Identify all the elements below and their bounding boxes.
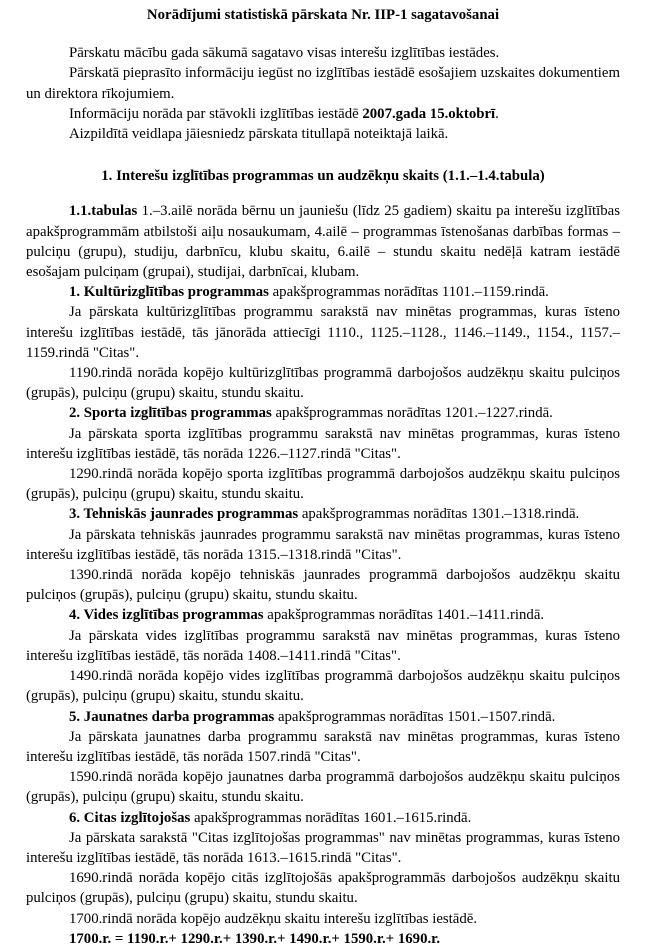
program-total: 1590.rindā norāda kopējo jaunatnes darba programmā darbojošos audzēkņu skaitu pulciņos (grupās), pulciņu (grupu) skaitu, stundu skaitu.	[26, 769, 620, 806]
program-rows: apakšprogrammas norādītas 1101.–1159.rindā.	[268, 284, 549, 301]
document-title: Norādījumi statistiskā pārskata Nr. IIP-1 sagatavošanai	[146, 7, 500, 23]
program-block	[26, 808, 620, 909]
program-block	[26, 282, 620, 403]
intro-section	[26, 43, 620, 144]
program-other: Ja pārskata sporta izglītības programmu sarakstā nav minētas programmas, kuras īsteno interešu izglītības iestādē, tās norāda 1226.–1127.rindā "Citas".	[26, 425, 620, 462]
section-title: 1. Interešu izglītības programmas un audzēkņu skaits (1.1.–1.4.tabula)	[101, 168, 545, 185]
program-heading	[26, 504, 620, 524]
program-other: Ja pārskata tehniskās jaunrades programmu sarakstā nav minētas programmas, kuras īsteno interešu izglītības iestādē, tās norāda 1315.–1318.rindā "Citas".	[26, 526, 620, 563]
program-name: 4. Vides izglītības programmas	[69, 607, 264, 624]
program-total: 1390.rindā norāda kopējo tehniskās jaunrades programmā darbojošos audzēkņu skaitu pulciņos (grupās), pulciņu (grupu) skaitu, stundu skaitu.	[26, 567, 620, 604]
program-block	[26, 707, 620, 808]
program-name: 2. Sporta izglītības programmas	[69, 405, 272, 422]
program-other: Ja pārskata jaunatnes darba programmu sarakstā nav minētas programmas, kuras īsteno interešu izglītības iestādē, tās norāda 1507.rindā "Citas".	[26, 728, 620, 765]
total-formula: 1700.r. = 1190.r.+ 1290.r.+ 1390.r.+ 1490.r.+ 1590.r.+ 1690.r.	[69, 930, 441, 947]
program-name: 3. Tehniskās jaunrades programmas	[69, 506, 299, 523]
program-total: 1490.rindā norāda kopējo vides izglītības programmā darbojošos audzēkņu skaitu pulciņos (grupās), pulciņu (grupu) skaitu, stundu skaitu.	[26, 668, 620, 705]
program-total: 1690.rindā norāda kopējo citās izglītojošās apakšprogrammās darbojošos audzēkņu skaitu pulciņos (grupās), pulciņu (grupu) skaitu, stundu skaitu.	[26, 870, 620, 907]
program-total: 1190.rindā norāda kopējo kultūrizglītības programmā darbojošos audzēkņu skaitu pulciņos (grupās), pulciņu (grupu) skaitu, stundu skaitu.	[26, 365, 620, 402]
program-rows: apakšprogrammas norādītas 1501.–1507.rindā.	[274, 708, 556, 725]
program-rows: apakšprogrammas norādītas 1401.–1411.rindā.	[263, 607, 545, 624]
intro-paragraph: Pārskatu mācību gada sākumā sagatavo visas interešu izglītības iestādes.	[69, 45, 500, 62]
program-block	[26, 403, 620, 504]
intro-date: 2007.gada 15.oktobrī	[362, 105, 496, 122]
tabulas-text: 1.–3.ailē norāda bērnu un jauniešu (līdz 25 gadiem) skaitu pa interešu izglītības apakšprogrammām atbilstoši aiļu nosaukumam, 4.ailē – programmas īstenošanas darbības formas – pulciņu (grupu), studiju, darbnīcu, klubu skaitu, 6.ailē – stundu skaitu nedēļā katram iestādē esošajam pulciņam (grupai), studijai, darbnīcai, klubam.	[26, 203, 620, 281]
tabulas-paragraph	[26, 201, 620, 282]
program-name: 1. Kultūrizglītības programmas	[69, 284, 269, 301]
program-heading	[26, 707, 620, 727]
program-rows: apakšprogrammas norādītas 1301.–1318.rindā.	[298, 506, 580, 523]
program-heading	[26, 808, 620, 828]
program-heading	[26, 605, 620, 625]
intro-paragraph: Aizpildītā veidlapa jāiesniedz pārskata titullapā noteiktajā laikā.	[69, 126, 449, 143]
intro-date-text: Informāciju norāda par stāvokli izglītības iestādē	[69, 105, 363, 122]
program-other: Ja pārskata kultūrizglītības programmu sarakstā nav minētas programmas, kuras īsteno interešu izglītības iestādē, tās jānorāda attiecīgi 1110., 1125.–1128., 1146.–1149., 1154., 1157.–1159.rindā "Citas".	[26, 304, 620, 361]
program-heading	[26, 403, 620, 423]
program-block	[26, 605, 620, 706]
program-name: 5. Jaunatnes darba programmas	[69, 708, 275, 725]
program-other: Ja pārskata sarakstā "Citas izglītojošas programmas" nav minētas programmas, kuras īsteno interešu izglītības iestādē, tās norāda 1613.–1615.rindā "Citas".	[26, 829, 620, 866]
program-rows: apakšprogrammas norādītas 1201.–1227.rindā.	[271, 405, 553, 422]
program-other: Ja pārskata vides izglītības programmu sarakstā nav minētas programmas, kuras īsteno interešu izglītības iestādē, tās norāda 1408.–1411.rindā "Citas".	[26, 627, 620, 664]
program-block	[26, 504, 620, 605]
program-total: 1290.rindā norāda kopējo sporta izglītības programmā darbojošos audzēkņu skaitu pulciņos (grupās), pulciņu (grupu) skaitu, stundu skaitu.	[26, 466, 620, 503]
tabulas-label: 1.1.tabulas	[69, 203, 138, 220]
intro-date-dot: .	[495, 105, 499, 122]
total-row-paragraph: 1700.rindā norāda kopējo audzēkņu skaitu interešu izglītības iestādē.	[69, 910, 478, 927]
intro-paragraph: Pārskatā pieprasīto informāciju iegūst no izglītības iestādē esošajiem uzskaites dokumentiem un direktora rīkojumiem.	[26, 65, 620, 102]
intro-paragraph	[26, 104, 620, 124]
program-heading	[26, 282, 620, 302]
program-rows: apakšprogrammas norādītas 1601.–1615.rindā.	[190, 809, 472, 826]
program-name: 6. Citas izglītojošas	[69, 809, 191, 826]
